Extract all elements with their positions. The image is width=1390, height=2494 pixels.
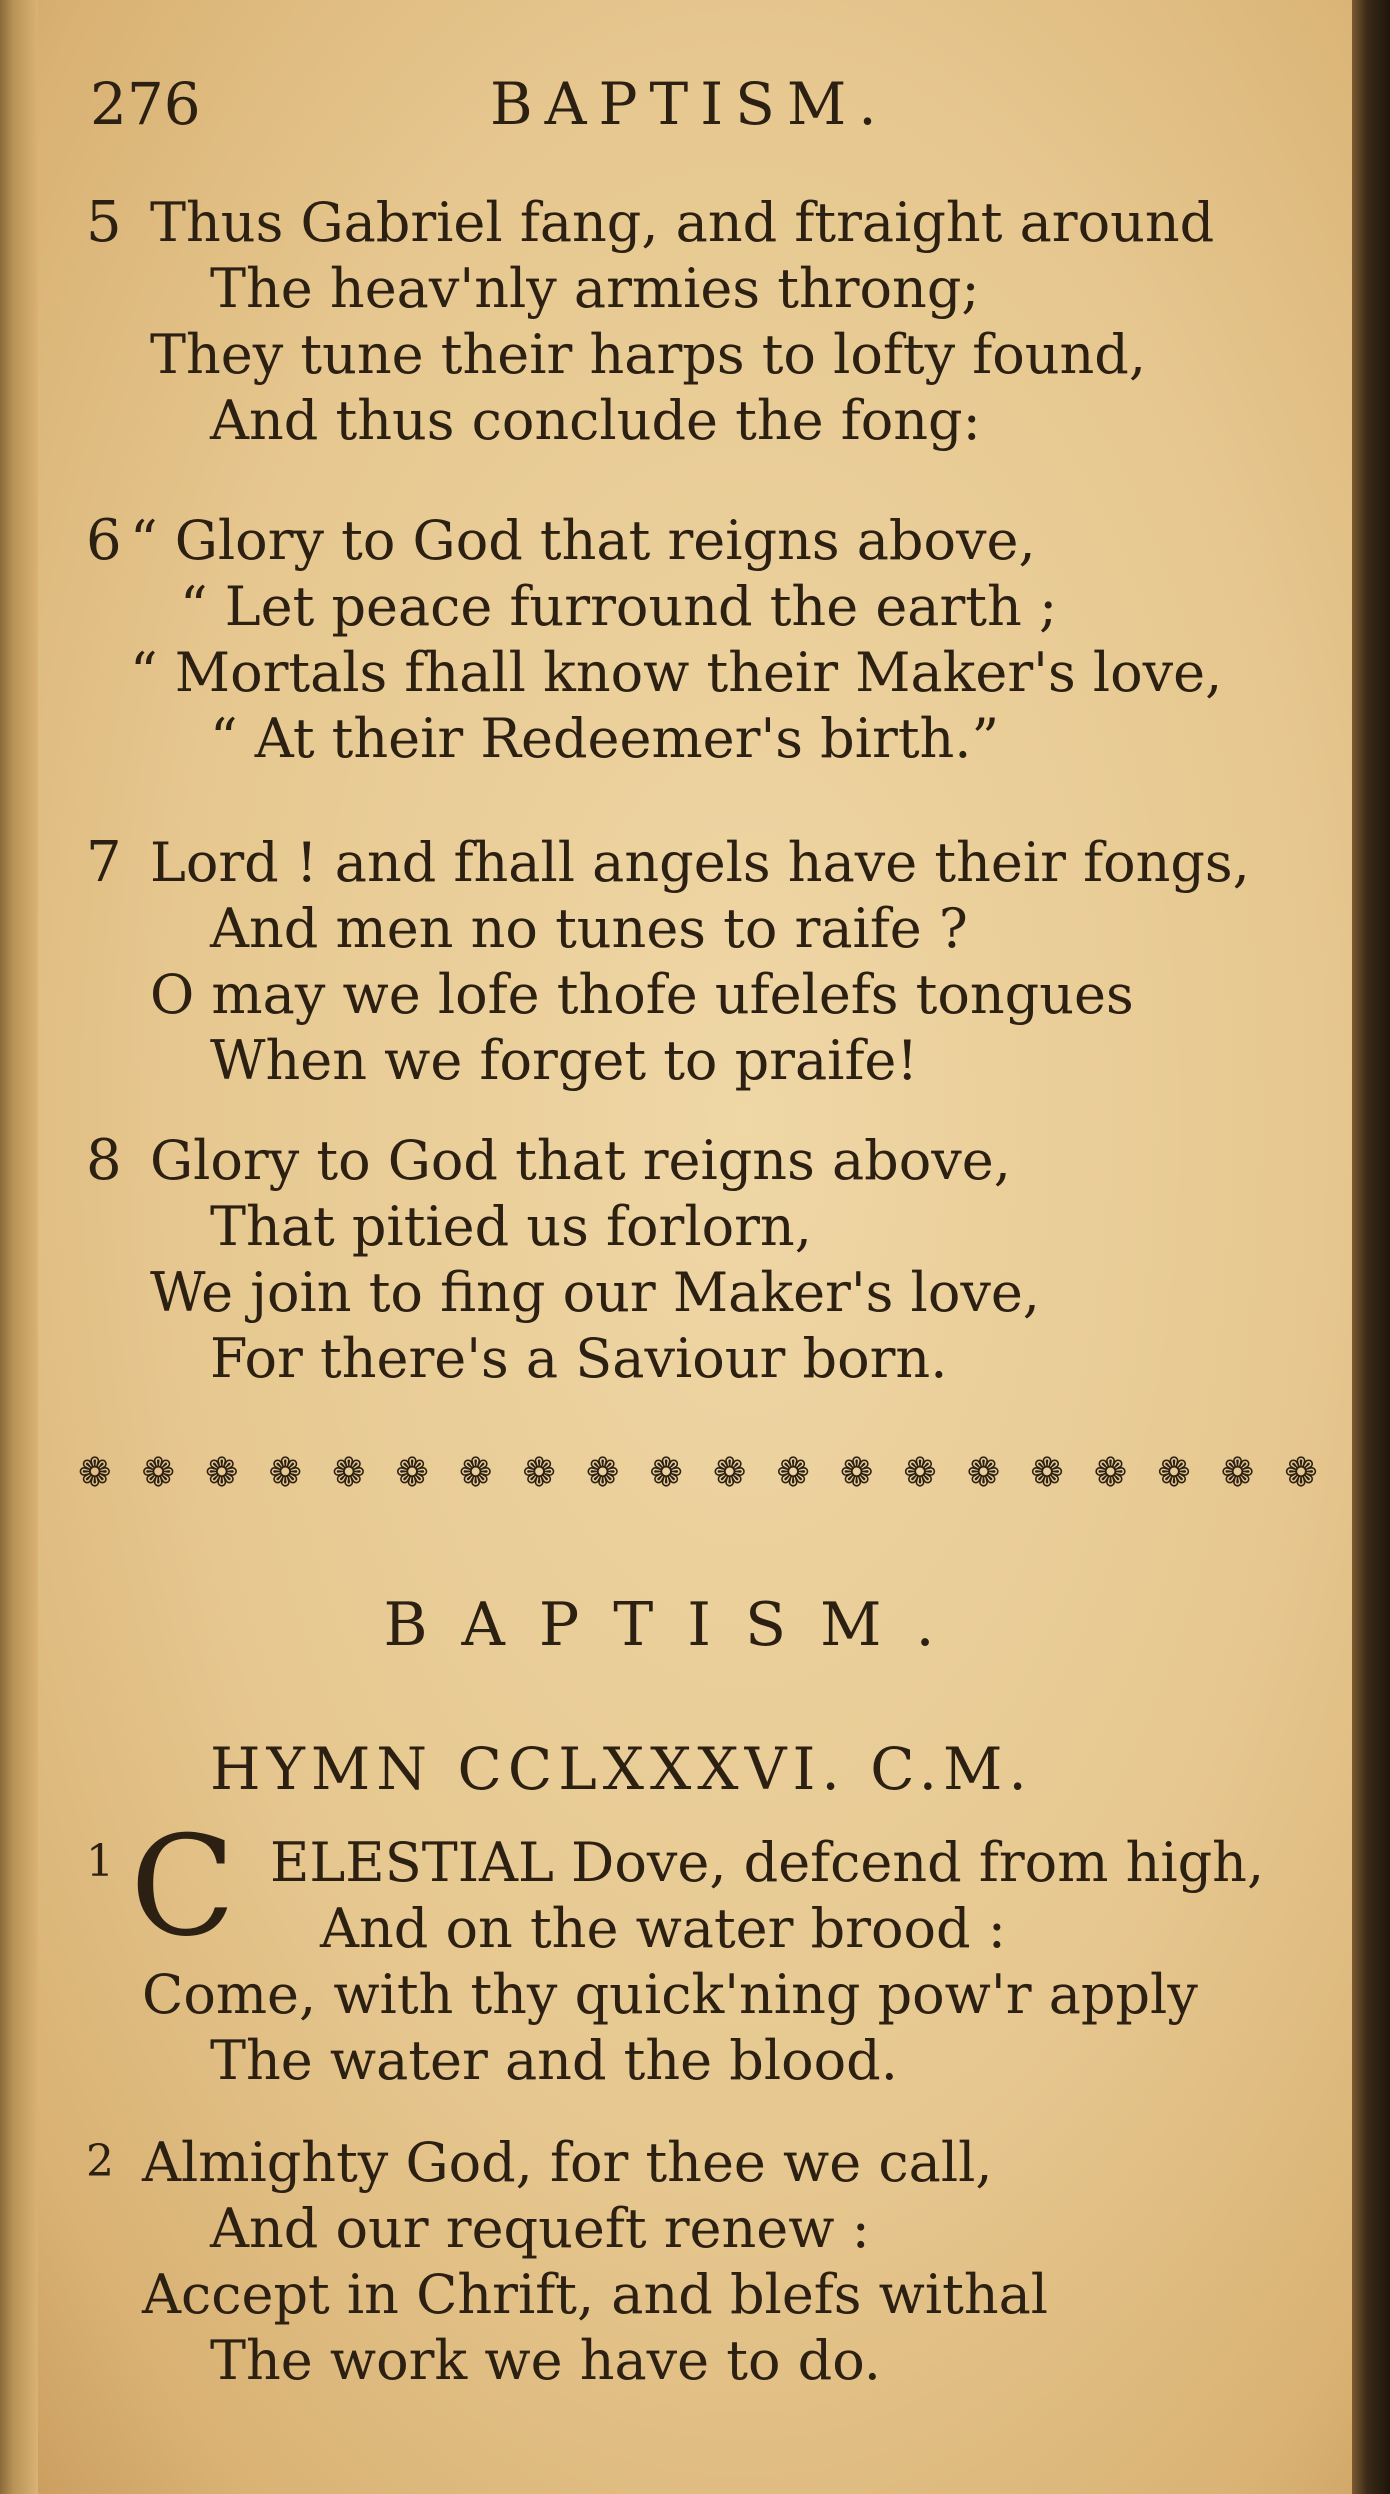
ornament-flower-icon: ❁ [712, 1450, 747, 1496]
verse-line: And thus conclude the fong: [210, 389, 981, 452]
ornament-flower-icon: ❁ [966, 1450, 1001, 1496]
verse-line: ELESTIAL Dove, defcend from high, [270, 1831, 1265, 1894]
verse-line: And on the water brood : [320, 1897, 1006, 1960]
hymn-title: HYMN CCLXXXVI. C.M. [210, 1735, 1033, 1803]
stanza-number: 2 [86, 2136, 114, 2187]
drop-cap: C [130, 1806, 236, 1967]
ornament-flower-icon: ❁ [1220, 1450, 1255, 1496]
ornament-flower-icon: ❁ [141, 1450, 175, 1496]
verse-line: “ Mortals fhall know their Maker's love, [130, 641, 1223, 704]
ornament-flower-icon: ❁ [585, 1450, 620, 1496]
ornament-flower-icon: ❁ [458, 1450, 493, 1496]
verse-line: And men no tunes to raife ? [210, 897, 968, 960]
verse-line: Thus Gabriel fang, and ftraight around [150, 191, 1215, 254]
ornament-flower-icon: ❁ [776, 1450, 810, 1496]
verse-line: Come, with thy quick'ning pow'r apply [142, 1963, 1198, 2026]
ornament-flower-icon: ❁ [1284, 1450, 1318, 1496]
ornament-flower-icon: ❁ [903, 1450, 937, 1496]
verse-line: Almighty God, for thee we call, [142, 2131, 993, 2194]
verse-line: “ At their Redeemer's birth.” [210, 707, 1000, 770]
ornament-flower-icon: ❁ [649, 1450, 683, 1496]
ornament-flower-icon: ❁ [1157, 1450, 1191, 1496]
verse-line: “ Glory to God that reigns above, [130, 509, 1036, 572]
ornament-flower-icon: ❁ [268, 1450, 302, 1496]
stanza-number: 8 [86, 1128, 122, 1193]
stanza-number: 6 [86, 508, 122, 573]
verse-line: The heav'nly armies throng; [210, 257, 980, 320]
stanza-number: 5 [86, 190, 122, 255]
ornament-flower-icon: ❁ [1030, 1450, 1064, 1496]
verse-line: When we forget to praife! [210, 1029, 919, 1092]
verse-line: O may we lofe thofe ufelefs tongues [150, 963, 1134, 1026]
ornament-flower-icon: ❁ [395, 1450, 429, 1496]
ornament-rule [78, 1448, 1318, 1498]
book-edge [1352, 0, 1390, 2494]
verse-line: Glory to God that reigns above, [150, 1129, 1011, 1192]
verse-line: That pitied us forlorn, [210, 1195, 812, 1258]
verse-line: Lord ! and fhall angels have their fongs, [150, 831, 1250, 894]
stanza-number: 1 [86, 1836, 114, 1887]
running-title: BAPTISM. [490, 70, 889, 138]
running-head [80, 70, 1080, 150]
ornament-flower-icon: ❁ [331, 1450, 366, 1496]
ornament-flower-icon: ❁ [839, 1450, 874, 1496]
page-number: 276 [90, 70, 201, 138]
ornament-flower-icon: ❁ [204, 1450, 239, 1496]
stanza-number: 7 [86, 830, 122, 895]
verse-line: For there's a Saviour born. [210, 1327, 948, 1390]
verse-line: “ Let peace furround the earth ; [180, 575, 1058, 638]
page-gutter [0, 0, 38, 2494]
verse-line: We join to fing our Maker's love, [150, 1261, 1040, 1324]
verse-line: The work we have to do. [210, 2329, 881, 2392]
section-title: BAPTISM. [383, 1590, 969, 1660]
ornament-flower-icon: ❁ [78, 1450, 112, 1496]
ornament-flower-icon: ❁ [1093, 1450, 1128, 1496]
ornament-flower-icon: ❁ [522, 1450, 556, 1496]
verse-line: And our requeft renew : [210, 2197, 870, 2260]
verse-line: They tune their harps to lofty found, [150, 323, 1147, 386]
verse-line: The water and the blood. [210, 2029, 898, 2092]
verse-line: Accept in Chrift, and blefs withal [142, 2263, 1049, 2326]
